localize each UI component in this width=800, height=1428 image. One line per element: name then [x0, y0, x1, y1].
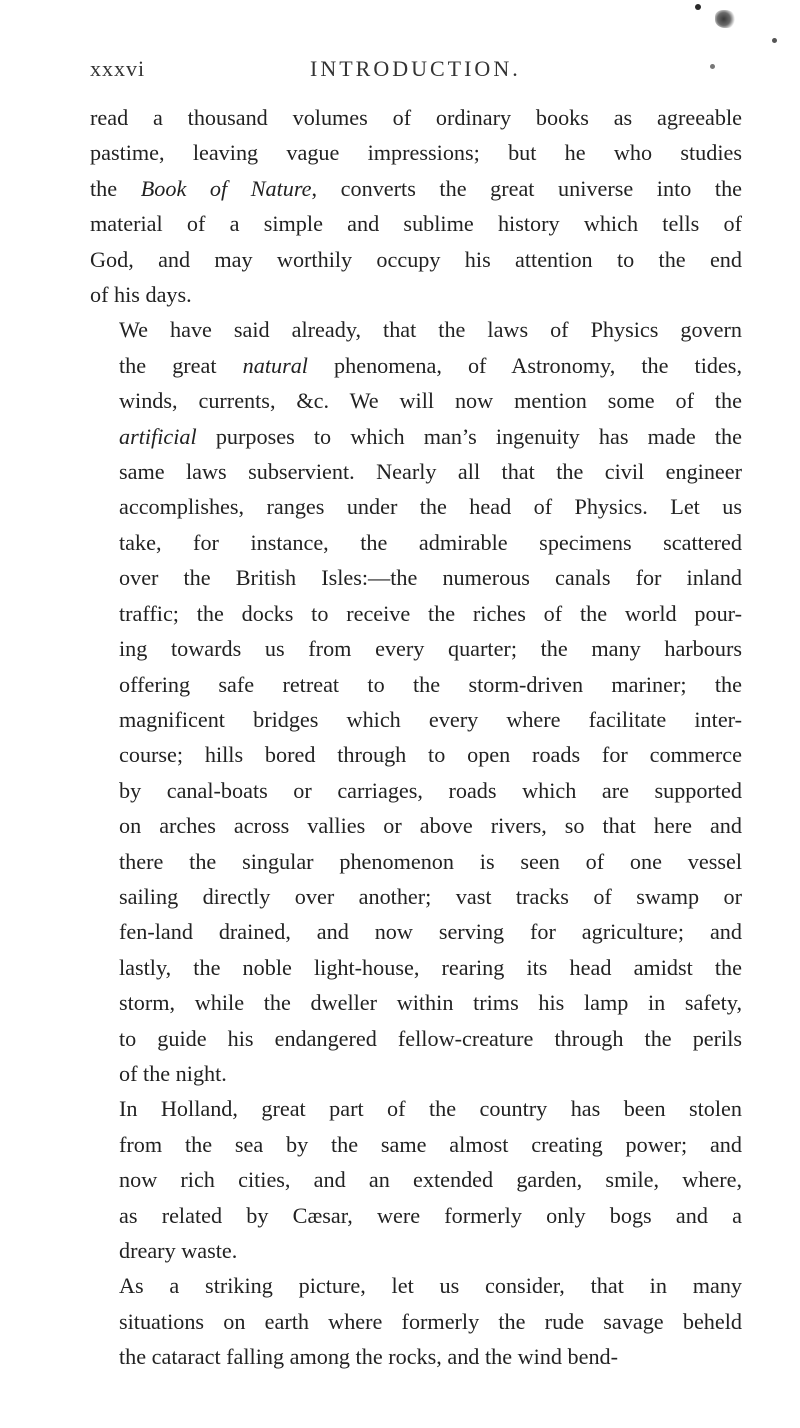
text-line: God, and may worthily occupy his attention to the end: [90, 246, 742, 272]
text-line: the Book of Nature, converts the great universe into the: [90, 175, 743, 201]
text-line: We have said already, that the laws of Physics govern: [119, 317, 742, 343]
italic-phrase: natural: [242, 352, 308, 378]
text-line: magnificent bridges which every where facilitate inter-: [119, 706, 742, 732]
ink-spot: [695, 4, 701, 10]
paragraph: [90, 312, 742, 1091]
text-line: traffic; the docks to receive the riches of the world pour-: [119, 600, 742, 626]
text-line: take, for instance, the admirable specimens scattered: [119, 529, 742, 555]
italic-phrase: Book of Nature: [140, 175, 312, 201]
running-head: [90, 56, 740, 86]
ink-smudge: [715, 10, 737, 28]
text-line: winds, currents, &c. We will now mention some of the: [119, 388, 742, 414]
text-line: situations on earth where formerly the rude savage beheld: [119, 1308, 742, 1334]
text-line: the great natural phenomena, of Astronomy, the tides,: [119, 352, 742, 378]
text-line: storm, while the dweller within trims his lamp in safety,: [119, 990, 742, 1016]
body-text: [90, 100, 742, 1375]
text-line: accomplishes, ranges under the head of Physics. Let us: [119, 494, 742, 520]
italic-phrase: artificial: [119, 423, 197, 449]
text-line: offering safe retreat to the storm-driven mariner; the: [119, 671, 742, 697]
text-line: sailing directly over another; vast tracks of swamp or: [119, 883, 742, 909]
text-line: In Holland, great part of the country has been stolen: [119, 1096, 742, 1122]
page-number: xxxvi: [90, 56, 146, 81]
text-line: As a striking picture, let us consider, that in many: [119, 1273, 742, 1299]
text-line: material of a simple and sublime history which tells of: [90, 211, 742, 237]
text-line: by canal-boats or carriages, roads which are supported: [119, 777, 742, 803]
text-line: pastime, leaving vague impressions; but he who studies: [90, 140, 742, 166]
text-line: ing towards us from every quarter; the many harbours: [119, 636, 742, 662]
running-title: INTRODUCTION.: [310, 56, 521, 81]
paragraph: [90, 1268, 742, 1374]
text-line: on arches across vallies or above rivers, so that here and: [119, 813, 742, 839]
text-line: to guide his endangered fellow-creature through the perils: [119, 1025, 742, 1051]
ink-spot: [710, 64, 715, 69]
text-line: course; hills bored through to open roads for commerce: [119, 742, 742, 768]
text-line: fen-land drained, and now serving for agriculture; and: [119, 919, 742, 945]
ink-spot: [772, 38, 777, 43]
text-line: as related by Cæsar, were formerly only bogs and a: [119, 1202, 742, 1228]
text-line: the cataract falling among the rocks, and the wind bend-: [119, 1344, 619, 1370]
text-line: from the sea by the same almost creating power; and: [119, 1131, 742, 1157]
text-line: same laws subservient. Nearly all that the civil engineer: [119, 459, 742, 485]
text-line: lastly, the noble light-house, rearing its head amidst the: [119, 954, 742, 980]
text-line: there the singular phenomenon is seen of one vessel: [119, 848, 742, 874]
text-line: of the night.: [119, 1060, 227, 1086]
text-line: over the British Isles:—the numerous canals for inland: [119, 565, 742, 591]
text-line: artificial purposes to which man’s ingenuity has made the: [119, 423, 742, 449]
text-line: of his days.: [90, 282, 192, 308]
text-line: now rich cities, and an extended garden, smile, where,: [119, 1167, 742, 1193]
paragraph: [90, 1091, 742, 1268]
text-line: dreary waste.: [119, 1238, 238, 1263]
paragraph: [90, 100, 742, 312]
text-line: read a thousand volumes of ordinary books as agreeable: [90, 105, 742, 130]
